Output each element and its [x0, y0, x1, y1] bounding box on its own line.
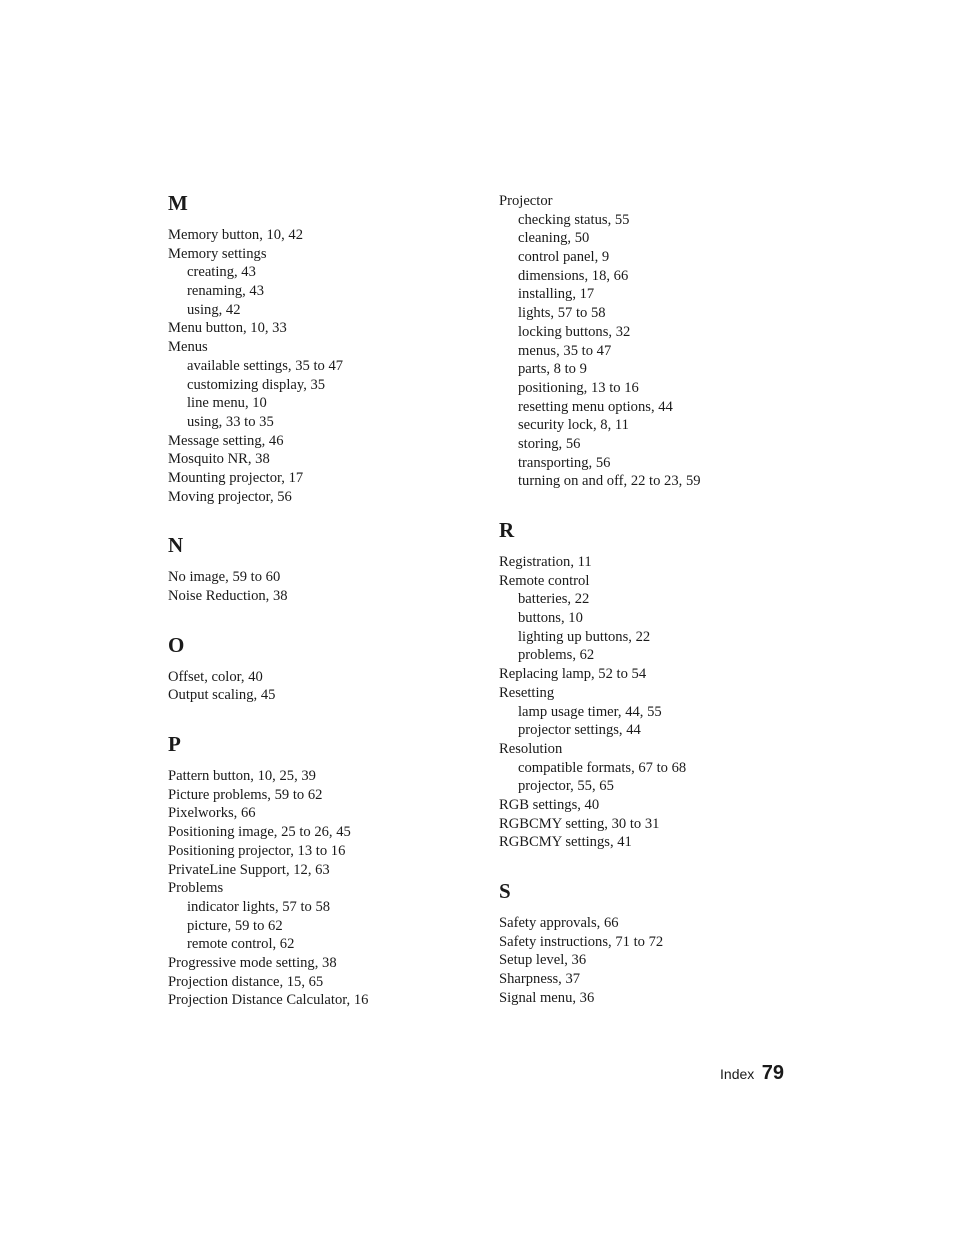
- index-entry: Projector: [499, 193, 553, 209]
- index-subentry: transporting, 56: [518, 454, 611, 471]
- index-entry: RGBCMY setting, 30 to 31: [499, 815, 660, 832]
- index-entry: Mounting projector, 17: [168, 469, 304, 486]
- index-entry: Offset, color, 40: [168, 668, 263, 685]
- index-entry: Picture problems, 59 to 62: [168, 786, 323, 803]
- index-subentry: storing, 56: [518, 435, 581, 452]
- section-letter: M: [168, 191, 188, 215]
- index-entry: Projection Distance Calculator, 16: [168, 992, 369, 1009]
- index-subentry: available settings, 35 to 47: [187, 357, 344, 374]
- index-subentry: cleaning, 50: [518, 230, 590, 247]
- index-entry: Setup level, 36: [499, 952, 587, 969]
- index-section: [499, 192, 799, 491]
- index-subentry: projector, 55, 65: [518, 778, 614, 795]
- index-subentry: buttons, 10: [518, 610, 583, 627]
- page-footer: [720, 1062, 784, 1085]
- index-entry: Memory button, 10, 42: [168, 227, 303, 243]
- index-entry: Pattern button, 10, 25, 39: [168, 768, 316, 785]
- index-entry: Registration, 11: [499, 554, 592, 570]
- index-entry: Moving projector, 56: [168, 488, 292, 505]
- index-entry: Memory settings: [168, 245, 267, 262]
- index-subentry: picture, 59 to 62: [187, 917, 283, 934]
- index-entry: Menus: [168, 339, 208, 356]
- index-entry: Resetting: [499, 684, 555, 701]
- index-entry: Mosquito NR, 38: [168, 451, 270, 468]
- index-subentry: turning on and off, 22 to 23, 59: [518, 473, 701, 490]
- index-entry: Menu button, 10, 33: [168, 320, 287, 337]
- index-subentry: using, 33 to 35: [187, 413, 274, 430]
- index-section: [168, 190, 468, 506]
- index-entry: Safety instructions, 71 to 72: [499, 933, 664, 950]
- index-subentry: lamp usage timer, 44, 55: [518, 703, 662, 720]
- index-subentry: remote control, 62: [187, 936, 295, 953]
- section-letter: P: [168, 732, 181, 757]
- index-subentry: line menu, 10: [187, 395, 267, 412]
- index-entry: Pixelworks, 66: [168, 805, 256, 822]
- index-subentry: parts, 8 to 9: [518, 361, 587, 378]
- index-entry: Projection distance, 15, 65: [168, 973, 324, 990]
- footer-label: Index: [720, 1066, 755, 1082]
- index-subentry: security lock, 8, 11: [518, 417, 629, 434]
- index-subentry: locking buttons, 32: [518, 323, 631, 340]
- index-subentry: problems, 62: [518, 647, 595, 664]
- index-subentry: batteries, 22: [518, 591, 590, 608]
- index-subentry: installing, 17: [518, 286, 595, 303]
- index-entry: Remote control: [499, 572, 590, 589]
- page-number: 79: [761, 1062, 784, 1084]
- section-letter: N: [168, 533, 184, 558]
- index-section: [499, 517, 799, 852]
- index-subentry: using, 42: [187, 301, 241, 318]
- index-subentry: checking status, 55: [518, 211, 630, 228]
- index-entry: Signal menu, 36: [499, 989, 595, 1006]
- index-entry: Progressive mode setting, 38: [168, 954, 337, 971]
- index-subentry: positioning, 13 to 16: [518, 379, 639, 396]
- index-entry: PrivateLine Support, 12, 63: [168, 861, 330, 878]
- index-column-left: [168, 190, 468, 1010]
- index-entry: Positioning image, 25 to 26, 45: [168, 824, 351, 841]
- index-subentry: control panel, 9: [518, 249, 610, 266]
- index-entry: Problems: [168, 880, 224, 897]
- index-entry: Noise Reduction, 38: [168, 588, 288, 604]
- index-subentry: projector settings, 44: [518, 722, 641, 739]
- index-subentry: lights, 57 to 58: [518, 305, 606, 322]
- index-entry: No image, 59 to 60: [168, 569, 281, 586]
- index-entry: Replacing lamp, 52 to 54: [499, 666, 647, 683]
- index-entry: Resolution: [499, 740, 563, 757]
- index-entry: RGBCMY settings, 41: [499, 834, 632, 851]
- index-subentry: dimensions, 18, 66: [518, 267, 629, 284]
- index-entry: Message setting, 46: [168, 432, 284, 449]
- section-letter: S: [499, 879, 511, 903]
- index-subentry: menus, 35 to 47: [518, 342, 612, 359]
- index-entry: Sharpness, 37: [499, 971, 581, 988]
- index-entry: RGB settings, 40: [499, 796, 600, 813]
- index-subentry: customizing display, 35: [187, 376, 326, 393]
- section-letter: R: [499, 518, 515, 542]
- index-subentry: indicator lights, 57 to 58: [187, 898, 331, 915]
- index-subentry: compatible formats, 67 to 68: [518, 759, 687, 776]
- index-entry: Output scaling, 45: [168, 687, 276, 704]
- index-column-right: [499, 190, 799, 1007]
- index-subentry: lighting up buttons, 22: [518, 628, 651, 645]
- index-section: [499, 878, 799, 1007]
- index-section: [168, 632, 468, 705]
- index-entry: Safety approvals, 66: [499, 915, 619, 931]
- index-subentry: resetting menu options, 44: [518, 398, 673, 415]
- index-section: [168, 731, 468, 1010]
- index-subentry: renaming, 43: [187, 283, 265, 300]
- index-subentry: creating, 43: [187, 264, 256, 281]
- index-section: [168, 532, 468, 605]
- section-letter: O: [168, 632, 185, 657]
- index-entry: Positioning projector, 13 to 16: [168, 842, 346, 859]
